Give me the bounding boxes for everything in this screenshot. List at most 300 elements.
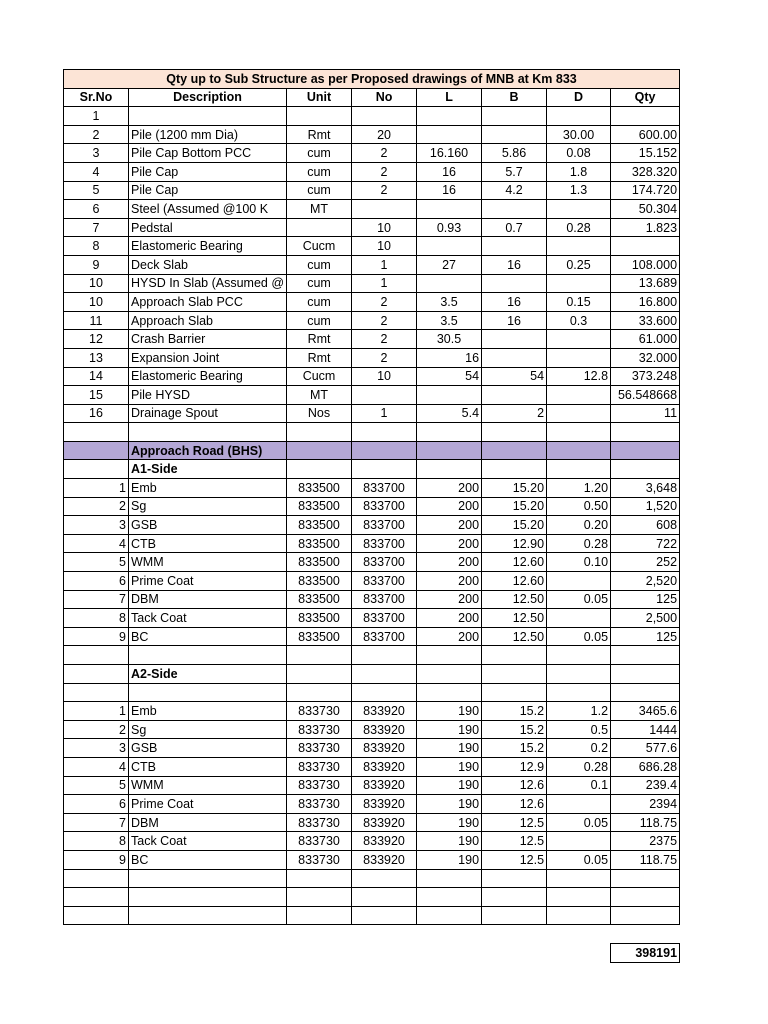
cell-unit: Unit — [287, 88, 352, 107]
cell-d — [547, 906, 611, 925]
cell-no — [352, 460, 417, 479]
cell-l — [417, 460, 482, 479]
cell-d — [547, 683, 611, 702]
grand-total: 398191 — [611, 943, 680, 962]
cell-sr-no: 8 — [64, 609, 129, 628]
cell-l — [417, 665, 482, 684]
cell-unit — [287, 423, 352, 442]
cell-unit: 833730 — [287, 850, 352, 869]
cell-qty: 328.320 — [611, 162, 680, 181]
cell-sr-no: 4 — [64, 757, 129, 776]
cell-unit — [287, 906, 352, 925]
cell-d: 1.3 — [547, 181, 611, 200]
spacer-cell — [611, 925, 680, 944]
cell-description: Pile (1200 mm Dia) — [129, 125, 287, 144]
cell-l: 190 — [417, 720, 482, 739]
cell-qty — [611, 237, 680, 256]
cell-d: 0.20 — [547, 516, 611, 535]
cell-d — [547, 572, 611, 591]
cell-sr-no: 13 — [64, 348, 129, 367]
cell-unit: 833730 — [287, 739, 352, 758]
blank-row — [64, 646, 680, 665]
cell-d: 30.00 — [547, 125, 611, 144]
cell-d: 0.10 — [547, 553, 611, 572]
cell-qty — [611, 460, 680, 479]
cell-description: Expansion Joint — [129, 348, 287, 367]
cell-d: 0.5 — [547, 720, 611, 739]
cell-qty: 33.600 — [611, 311, 680, 330]
subsection-row — [64, 460, 680, 479]
cell-unit: 833730 — [287, 776, 352, 795]
cell-d — [547, 646, 611, 665]
table-row — [64, 386, 680, 405]
cell-unit: cum — [287, 162, 352, 181]
cell-d: 0.05 — [547, 850, 611, 869]
cell-d — [547, 795, 611, 814]
cell-b — [482, 125, 547, 144]
cell-d: 0.15 — [547, 293, 611, 312]
cell-no: 833700 — [352, 590, 417, 609]
table-row — [64, 534, 680, 553]
table-row — [64, 330, 680, 349]
cell-no: 833920 — [352, 832, 417, 851]
cell-l: 200 — [417, 553, 482, 572]
cell-unit: 833500 — [287, 516, 352, 535]
table-row — [64, 125, 680, 144]
cell-description: CTB — [129, 534, 287, 553]
cell-qty — [611, 665, 680, 684]
cell-l: 200 — [417, 590, 482, 609]
cell-l — [417, 386, 482, 405]
cell-l: 27 — [417, 255, 482, 274]
spacer-cell — [64, 943, 129, 962]
cell-sr-no: 10 — [64, 274, 129, 293]
cell-description: Deck Slab — [129, 255, 287, 274]
cell-b: 15.2 — [482, 702, 547, 721]
cell-sr-no: 4 — [64, 162, 129, 181]
cell-sr-no: 1 — [64, 107, 129, 126]
table-row — [64, 200, 680, 219]
cell-b: 5.86 — [482, 144, 547, 163]
cell-l: 190 — [417, 832, 482, 851]
spacer-cell — [482, 925, 547, 944]
cell-b: 4.2 — [482, 181, 547, 200]
cell-sr-no: 2 — [64, 497, 129, 516]
cell-description: Tack Coat — [129, 832, 287, 851]
cell-b: 12.60 — [482, 572, 547, 591]
cell-qty: Qty — [611, 88, 680, 107]
cell-l — [417, 646, 482, 665]
cell-unit: 833730 — [287, 720, 352, 739]
cell-sr-no: 3 — [64, 144, 129, 163]
spacer-cell — [547, 925, 611, 944]
cell-l: L — [417, 88, 482, 107]
cell-description: DBM — [129, 813, 287, 832]
cell-d — [547, 330, 611, 349]
cell-description — [129, 423, 287, 442]
cell-no: 833920 — [352, 850, 417, 869]
cell-no: 10 — [352, 218, 417, 237]
cell-qty: 1444 — [611, 720, 680, 739]
cell-sr-no: 3 — [64, 516, 129, 535]
cell-b: B — [482, 88, 547, 107]
cell-unit: Rmt — [287, 330, 352, 349]
cell-d: 0.05 — [547, 590, 611, 609]
cell-d: 1.8 — [547, 162, 611, 181]
cell-b: 5.7 — [482, 162, 547, 181]
cell-no: 1 — [352, 404, 417, 423]
cell-sr-no — [64, 646, 129, 665]
cell-unit: 833730 — [287, 813, 352, 832]
cell-description: Pedstal — [129, 218, 287, 237]
cell-qty: 252 — [611, 553, 680, 572]
cell-b — [482, 888, 547, 907]
cell-sr-no — [64, 441, 129, 460]
table-row — [64, 348, 680, 367]
cell-description: Elastomeric Bearing — [129, 237, 287, 256]
cell-l — [417, 125, 482, 144]
cell-description — [129, 906, 287, 925]
cell-sr-no: 6 — [64, 795, 129, 814]
cell-qty: 239.4 — [611, 776, 680, 795]
cell-qty — [611, 441, 680, 460]
cell-d — [547, 869, 611, 888]
cell-b: 16 — [482, 293, 547, 312]
cell-description: Prime Coat — [129, 572, 287, 591]
cell-l: 200 — [417, 609, 482, 628]
cell-sr-no: 3 — [64, 739, 129, 758]
table-row — [64, 702, 680, 721]
table-row — [64, 274, 680, 293]
cell-b: 12.6 — [482, 795, 547, 814]
cell-description: Steel (Assumed @100 K — [129, 200, 287, 219]
cell-sr-no: 11 — [64, 311, 129, 330]
cell-qty: 577.6 — [611, 739, 680, 758]
spacer-cell — [547, 943, 611, 962]
cell-no: 2 — [352, 330, 417, 349]
table-row — [64, 404, 680, 423]
cell-qty: 32.000 — [611, 348, 680, 367]
cell-unit: 833500 — [287, 609, 352, 628]
cell-l: 200 — [417, 627, 482, 646]
cell-b: 12.50 — [482, 627, 547, 646]
cell-no — [352, 386, 417, 405]
cell-sr-no: Sr.No — [64, 88, 129, 107]
cell-unit: cum — [287, 181, 352, 200]
table-row — [64, 218, 680, 237]
cell-b — [482, 869, 547, 888]
table-row — [64, 627, 680, 646]
cell-qty: 2375 — [611, 832, 680, 851]
cell-d: 0.28 — [547, 218, 611, 237]
cell-qty: 15.152 — [611, 144, 680, 163]
cell-l: 3.5 — [417, 311, 482, 330]
cell-unit — [287, 869, 352, 888]
cell-b: 2 — [482, 404, 547, 423]
spacer-row — [64, 925, 680, 944]
cell-qty: 16.800 — [611, 293, 680, 312]
cell-b — [482, 906, 547, 925]
cell-l: 190 — [417, 739, 482, 758]
cell-qty — [611, 646, 680, 665]
blank-row — [64, 906, 680, 925]
cell-unit: cum — [287, 293, 352, 312]
cell-d — [547, 200, 611, 219]
cell-sr-no: 1 — [64, 702, 129, 721]
blank-row — [64, 888, 680, 907]
cell-b: 12.50 — [482, 609, 547, 628]
cell-no: 833920 — [352, 720, 417, 739]
spacer-cell — [129, 943, 287, 962]
cell-b — [482, 646, 547, 665]
table-row — [64, 516, 680, 535]
cell-sr-no: 5 — [64, 181, 129, 200]
spacer-cell — [417, 943, 482, 962]
cell-l — [417, 237, 482, 256]
cell-l: 190 — [417, 813, 482, 832]
cell-l: 200 — [417, 497, 482, 516]
cell-d — [547, 274, 611, 293]
cell-l — [417, 274, 482, 293]
cell-b: 16 — [482, 311, 547, 330]
cell-l: 190 — [417, 702, 482, 721]
title-row — [64, 70, 680, 89]
cell-qty — [611, 869, 680, 888]
cell-d — [547, 107, 611, 126]
table-row — [64, 479, 680, 498]
cell-d — [547, 832, 611, 851]
a1-heading: A1-Side — [129, 460, 287, 479]
cell-unit: 833500 — [287, 497, 352, 516]
cell-d: 0.28 — [547, 534, 611, 553]
cell-d: D — [547, 88, 611, 107]
table-row — [64, 144, 680, 163]
section-heading: Approach Road (BHS) — [129, 441, 287, 460]
cell-no — [352, 423, 417, 442]
cell-description: GSB — [129, 516, 287, 535]
cell-no — [352, 200, 417, 219]
quantity-sheet — [63, 69, 680, 963]
cell-d: 0.08 — [547, 144, 611, 163]
cell-d — [547, 460, 611, 479]
cell-qty: 608 — [611, 516, 680, 535]
cell-d — [547, 888, 611, 907]
cell-no: 2 — [352, 293, 417, 312]
cell-l: 200 — [417, 479, 482, 498]
cell-description: Pile Cap — [129, 181, 287, 200]
cell-no: 833920 — [352, 813, 417, 832]
cell-description — [129, 888, 287, 907]
table-row — [64, 776, 680, 795]
cell-l: 16 — [417, 348, 482, 367]
table-row — [64, 497, 680, 516]
table-row — [64, 795, 680, 814]
cell-b — [482, 386, 547, 405]
cell-no: 833700 — [352, 497, 417, 516]
cell-unit: MT — [287, 386, 352, 405]
table-row — [64, 181, 680, 200]
cell-description: Sg — [129, 720, 287, 739]
cell-d — [547, 441, 611, 460]
cell-l: 3.5 — [417, 293, 482, 312]
cell-sr-no — [64, 665, 129, 684]
cell-sr-no: 15 — [64, 386, 129, 405]
cell-qty: 3465.6 — [611, 702, 680, 721]
cell-qty: 722 — [611, 534, 680, 553]
cell-unit: Cucm — [287, 237, 352, 256]
cell-no: 2 — [352, 311, 417, 330]
cell-sr-no: 12 — [64, 330, 129, 349]
spacer-cell — [482, 943, 547, 962]
table-row — [64, 255, 680, 274]
cell-no: 833920 — [352, 776, 417, 795]
cell-d — [547, 348, 611, 367]
blank-row — [64, 423, 680, 442]
cell-qty: 125 — [611, 627, 680, 646]
cell-qty: 373.248 — [611, 367, 680, 386]
cell-l: 190 — [417, 757, 482, 776]
cell-d: 0.05 — [547, 627, 611, 646]
blank-row — [64, 869, 680, 888]
cell-b: 15.2 — [482, 739, 547, 758]
cell-description: Pile HYSD — [129, 386, 287, 405]
cell-d — [547, 665, 611, 684]
cell-sr-no: 6 — [64, 200, 129, 219]
cell-sr-no: 14 — [64, 367, 129, 386]
cell-d — [547, 423, 611, 442]
cell-qty: 2394 — [611, 795, 680, 814]
cell-unit — [287, 646, 352, 665]
cell-sr-no: 7 — [64, 218, 129, 237]
cell-b: 54 — [482, 367, 547, 386]
cell-description: Pile Cap Bottom PCC — [129, 144, 287, 163]
cell-l: 190 — [417, 776, 482, 795]
cell-sr-no: 9 — [64, 627, 129, 646]
cell-sr-no: 7 — [64, 813, 129, 832]
cell-d: 1.20 — [547, 479, 611, 498]
cell-d: 0.50 — [547, 497, 611, 516]
cell-no — [352, 888, 417, 907]
table-row — [64, 367, 680, 386]
cell-description: Approach Slab PCC — [129, 293, 287, 312]
cell-unit — [287, 441, 352, 460]
cell-b — [482, 423, 547, 442]
cell-l: 190 — [417, 795, 482, 814]
cell-b: 12.90 — [482, 534, 547, 553]
cell-no: No — [352, 88, 417, 107]
cell-sr-no — [64, 888, 129, 907]
cell-description: Prime Coat — [129, 795, 287, 814]
cell-description: Approach Slab — [129, 311, 287, 330]
cell-no: 2 — [352, 144, 417, 163]
cell-qty: 56.548668 — [611, 386, 680, 405]
cell-sr-no — [64, 869, 129, 888]
table-row — [64, 609, 680, 628]
cell-unit: 833730 — [287, 757, 352, 776]
cell-b: 12.50 — [482, 590, 547, 609]
cell-sr-no — [64, 460, 129, 479]
cell-b — [482, 200, 547, 219]
cell-no: 20 — [352, 125, 417, 144]
cell-d — [547, 404, 611, 423]
cell-l — [417, 441, 482, 460]
cell-b: 12.6 — [482, 776, 547, 795]
cell-d: 0.25 — [547, 255, 611, 274]
table-row — [64, 162, 680, 181]
cell-unit: Rmt — [287, 348, 352, 367]
cell-unit: MT — [287, 200, 352, 219]
table-row — [64, 590, 680, 609]
table-row — [64, 572, 680, 591]
cell-qty — [611, 423, 680, 442]
cell-b — [482, 330, 547, 349]
cell-no: 833920 — [352, 757, 417, 776]
cell-unit: cum — [287, 311, 352, 330]
table-row — [64, 850, 680, 869]
cell-l — [417, 200, 482, 219]
table-row — [64, 720, 680, 739]
cell-l: 16 — [417, 181, 482, 200]
cell-description: Emb — [129, 702, 287, 721]
cell-qty: 108.000 — [611, 255, 680, 274]
cell-unit — [287, 460, 352, 479]
cell-sr-no: 9 — [64, 255, 129, 274]
cell-sr-no: 4 — [64, 534, 129, 553]
cell-qty — [611, 888, 680, 907]
cell-no — [352, 906, 417, 925]
cell-l — [417, 906, 482, 925]
cell-sr-no: 10 — [64, 293, 129, 312]
cell-l — [417, 683, 482, 702]
cell-qty: 125 — [611, 590, 680, 609]
cell-sr-no — [64, 423, 129, 442]
cell-qty: 118.75 — [611, 813, 680, 832]
cell-b: 16 — [482, 255, 547, 274]
cell-d — [547, 609, 611, 628]
cell-description: WMM — [129, 776, 287, 795]
cell-b — [482, 460, 547, 479]
cell-unit: Nos — [287, 404, 352, 423]
cell-d: 0.3 — [547, 311, 611, 330]
cell-sr-no: 5 — [64, 776, 129, 795]
spacer-cell — [352, 943, 417, 962]
cell-sr-no: 9 — [64, 850, 129, 869]
cell-no: 833920 — [352, 739, 417, 758]
cell-d — [547, 237, 611, 256]
table-row — [64, 832, 680, 851]
table-row — [64, 237, 680, 256]
cell-no: 833700 — [352, 609, 417, 628]
cell-sr-no: 8 — [64, 237, 129, 256]
cell-l: 200 — [417, 516, 482, 535]
cell-sr-no: 2 — [64, 720, 129, 739]
cell-unit — [287, 107, 352, 126]
table-row — [64, 107, 680, 126]
subsection-row — [64, 665, 680, 684]
cell-no: 10 — [352, 237, 417, 256]
cell-description: Description — [129, 88, 287, 107]
cell-description — [129, 646, 287, 665]
cell-sr-no: 16 — [64, 404, 129, 423]
cell-b — [482, 107, 547, 126]
cell-unit: 833500 — [287, 553, 352, 572]
cell-l — [417, 869, 482, 888]
cell-description: Elastomeric Bearing — [129, 367, 287, 386]
cell-l: 190 — [417, 850, 482, 869]
cell-unit: 833500 — [287, 572, 352, 591]
cell-l: 5.4 — [417, 404, 482, 423]
cell-unit: 833500 — [287, 627, 352, 646]
